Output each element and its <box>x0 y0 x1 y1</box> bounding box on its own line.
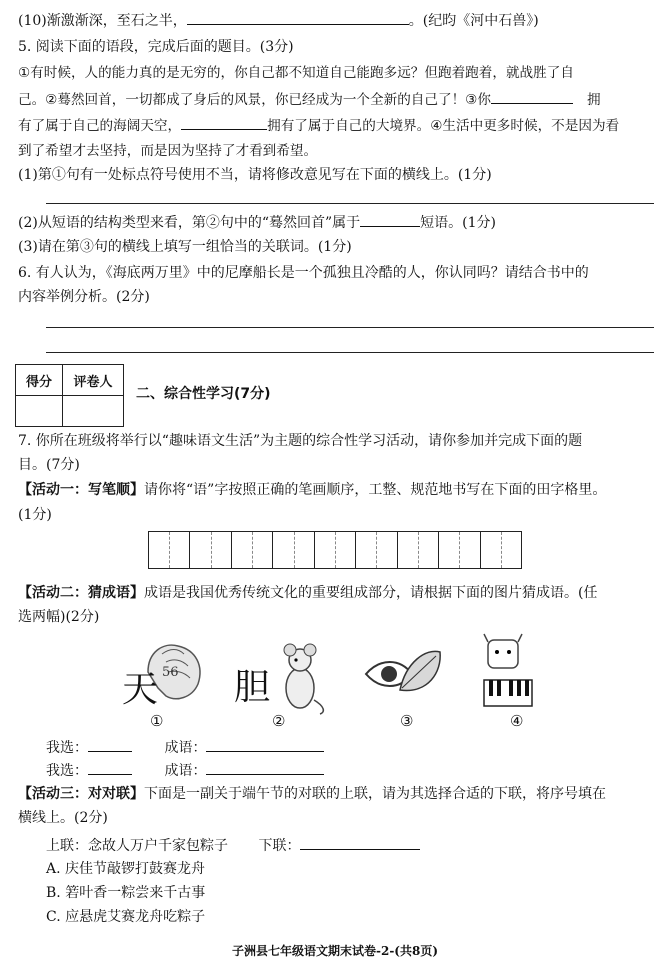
activity3: 【活动三：对对联】下面是一副关于端午节的对联的上联，请为其选择合适的下联，将序号填在 <box>18 786 606 802</box>
option-a: A. 庆佳节敲锣打鼓赛龙舟 <box>46 861 206 877</box>
picture-1-char: 天 <box>122 669 159 710</box>
grid-cell[interactable] <box>439 532 480 568</box>
activity2: 【活动二：猜成语】成语是我国优秀传统文化的重要组成部分，请根据下面的图片猜成语。(任 <box>18 585 598 601</box>
q5-sub2: (2)从短语的结构类型来看，第②句中的“蓦然回首”属于 短语。(1分) <box>18 212 654 233</box>
picture-2-char: 胆 <box>234 667 271 708</box>
grid-cell[interactable] <box>356 532 397 568</box>
q5-heading: 5. 阅读下面的语段，完成后面的题目。(3分) <box>18 39 294 55</box>
picture-number-3: ③ <box>400 712 414 730</box>
couplet-blank[interactable] <box>300 835 420 850</box>
tianzi-grid[interactable] <box>148 531 522 569</box>
grid-cell[interactable] <box>315 532 356 568</box>
idiom-blank[interactable] <box>206 737 324 752</box>
activity1-score: (1分) <box>18 507 52 523</box>
couplet-row: 上联：念故人万户千家包粽子 下联： <box>46 835 654 856</box>
grid-cell[interactable] <box>149 532 190 568</box>
eye-leaf-icon <box>356 632 456 716</box>
q5-paragraph-line1: ①有时候，人的能力真的是无穷的，你自己都不知道自己能跑多远？但跑着跑着，就战胜了自 <box>18 65 574 81</box>
picture-number-2: ② <box>272 712 286 730</box>
q7-line2: 目。(7分) <box>18 457 80 473</box>
answer-blank[interactable] <box>187 10 409 25</box>
q6-line1: 6. 有人认为，《海底两万里》中的尼摩船长是一个孤独且冷酷的人，你认同吗？请结合书中的 <box>18 265 589 281</box>
q5-sub3: (3)请在第③句的横线上填写一组恰当的关联词。(1分) <box>18 239 352 255</box>
picture-3 <box>356 632 456 716</box>
q6-line2: 内容举例分析。(2分) <box>18 289 150 305</box>
option-c: C. 应悬虎艾赛龙舟吃粽子 <box>46 909 206 925</box>
idiom-blank[interactable] <box>206 760 324 775</box>
activity1: 【活动一：写笔顺】请你将“语”字按照正确的笔画顺序，工整、规范地书写在下面的田字格里。 <box>18 482 607 498</box>
grid-cell[interactable] <box>481 532 521 568</box>
grid-cell[interactable] <box>273 532 314 568</box>
picture-number-1: ① <box>150 712 164 730</box>
q5-paragraph-line4: 到了希望才去坚持，而是因为坚持了才看到希望。 <box>18 143 318 159</box>
grader-cell[interactable] <box>63 396 124 427</box>
activity2-line2: 选两幅)(2分) <box>18 609 100 625</box>
answer-blank[interactable] <box>491 89 573 104</box>
activity3-line2: 横线上。(2分) <box>18 810 108 826</box>
q5-sub1: (1)第①句有一处标点符号使用不当，请将修改意见写在下面的横线上。(1分) <box>18 167 492 183</box>
answer-line[interactable] <box>46 203 654 204</box>
picture-4 <box>478 632 578 716</box>
picture-2 <box>230 632 330 716</box>
picture-number-4: ④ <box>510 712 524 730</box>
score-table <box>15 364 124 427</box>
grid-cell[interactable] <box>190 532 231 568</box>
choice-blank[interactable] <box>88 737 132 752</box>
answer-line[interactable] <box>46 352 654 353</box>
q4-item-10: (10)渐激渐深，至石之半， 。(纪昀《河中石兽》) <box>18 10 654 31</box>
choose-row-1: 我选： 成语： <box>46 737 654 758</box>
page-footer: 子洲县七年级语文期末试卷-2-(共8页) <box>231 944 439 958</box>
answer-blank[interactable] <box>181 115 267 130</box>
grid-cell[interactable] <box>398 532 439 568</box>
q5-paragraph-line2: 己。②蓦然回首，一切都成了身后的风景，你已经成为一个全新的自己了！③你 拥 <box>18 89 654 110</box>
q7-line1: 7. 你所在班级将举行以“趣味语文生活”为主题的综合性学习活动，请你参加并完成下面的题 <box>18 433 583 449</box>
answer-blank[interactable] <box>360 212 420 227</box>
svg-text:56: 56 <box>162 665 179 680</box>
option-b: B. 箬叶香一粽尝来千古事 <box>46 885 206 901</box>
answer-line[interactable] <box>46 327 654 328</box>
grid-cell[interactable] <box>232 532 273 568</box>
choose-row-2: 我选： 成语： <box>46 760 654 781</box>
cow-piano-icon <box>478 632 578 716</box>
picture-1 <box>118 632 218 716</box>
section2-title: 二、综合性学习(7分) <box>136 386 271 402</box>
score-cell[interactable] <box>16 396 63 427</box>
choice-blank[interactable] <box>88 760 132 775</box>
score-header: 得分 <box>16 365 63 396</box>
q5-paragraph-line3: 有了属于自己的海阔天空， 拥有了属于自己的大境界。④生活中更多时候，不是因为看 <box>18 115 654 136</box>
grader-header: 评卷人 <box>63 365 124 396</box>
